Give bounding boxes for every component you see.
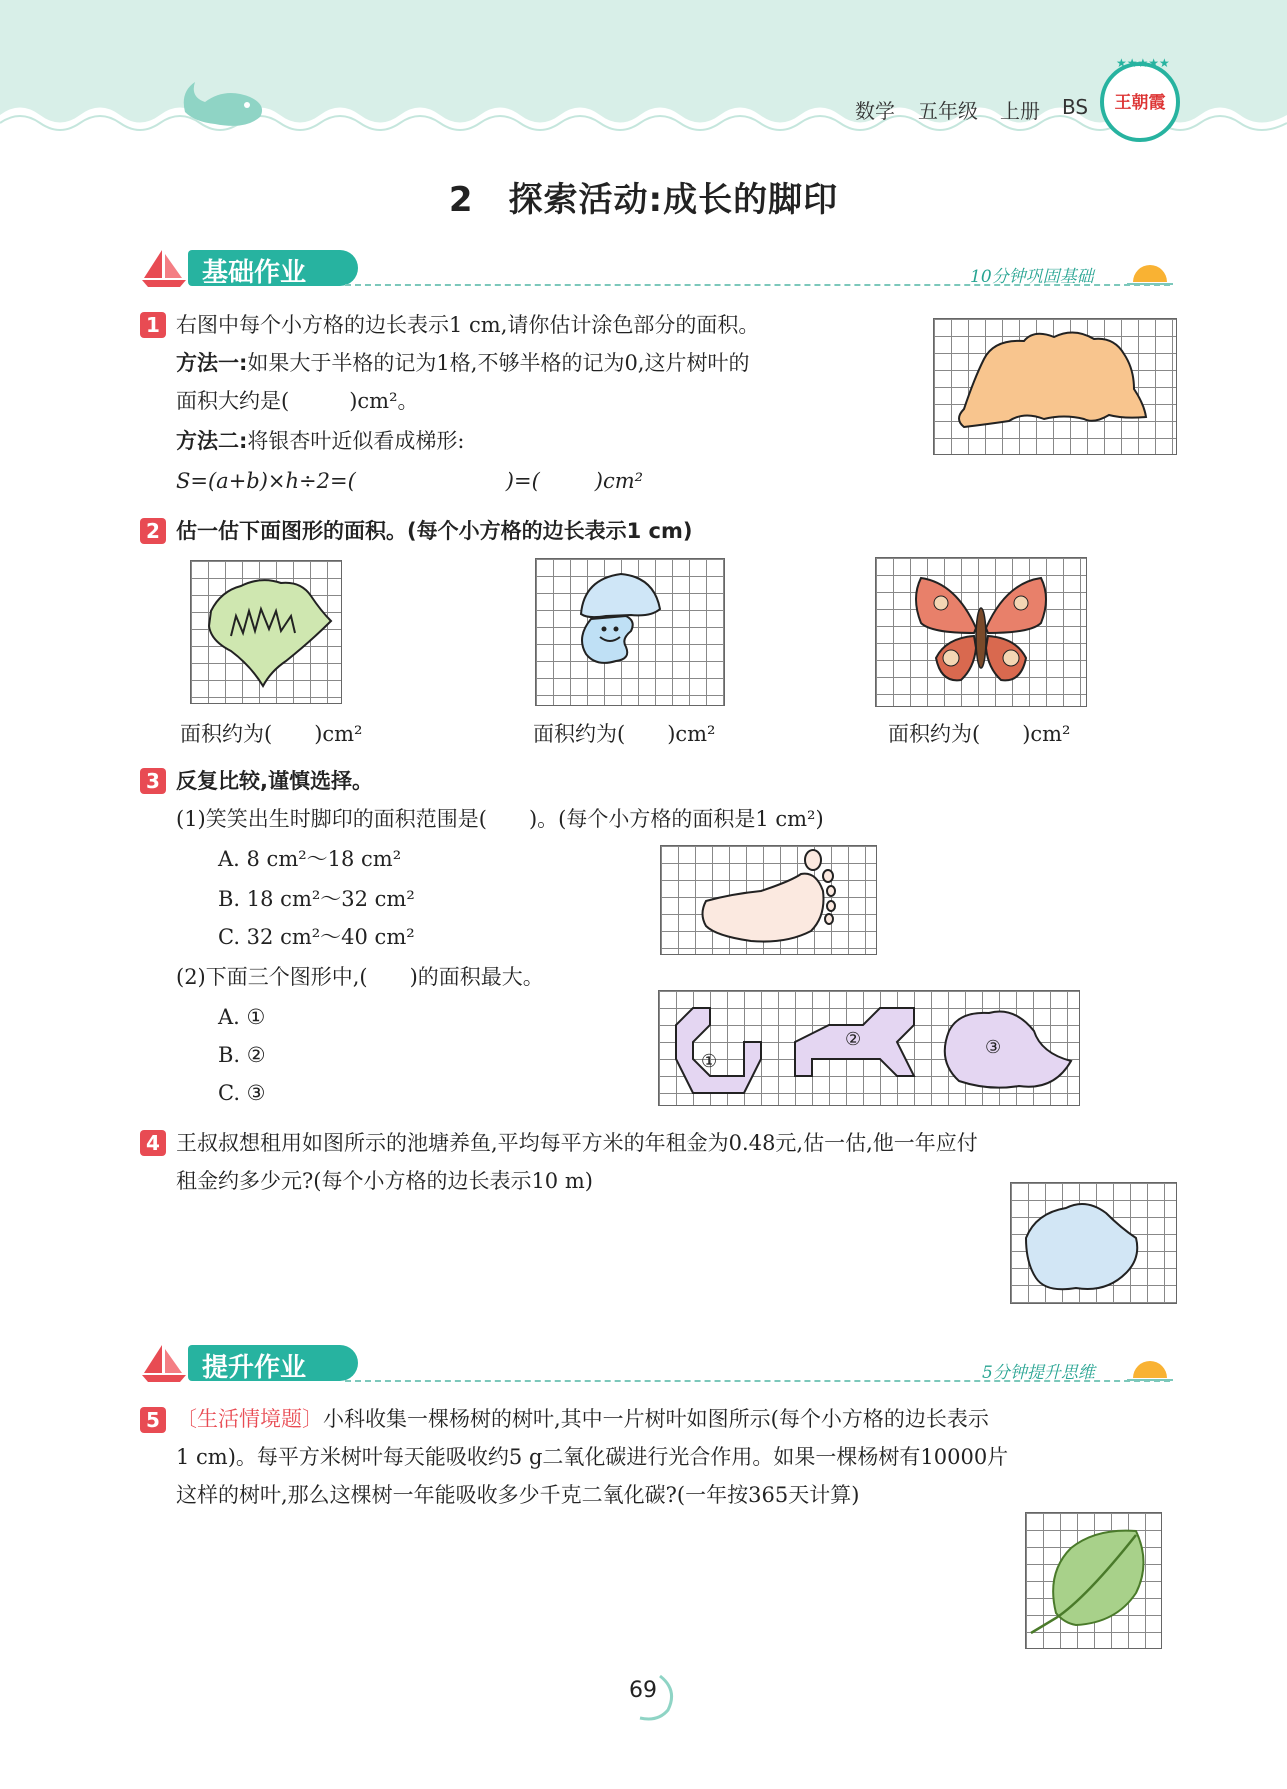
q2-answer-3[interactable]: 面积约为( )cm²	[888, 722, 1071, 746]
section-advanced-label: 提升作业	[202, 1353, 307, 1383]
q1-line1: 右图中每个小方格的边长表示1 cm,请你估计涂色部分的面积。	[176, 313, 760, 337]
page-title: 2 探索活动:成长的脚印	[448, 180, 839, 220]
q5-context-tag: 〔生活情境题〕	[176, 1407, 323, 1431]
page-number: 69	[629, 1678, 657, 1703]
stars-icon: ★★★★★	[1116, 56, 1170, 70]
section-basic-label: 基础作业	[202, 258, 307, 288]
header-grade: 五年级	[918, 99, 978, 123]
q1-method2-label: 方法二:	[176, 429, 248, 453]
header-edition: BS	[1062, 95, 1089, 119]
question-number-5: 5	[140, 1407, 166, 1433]
pond-shape	[1011, 1183, 1176, 1303]
q5-line1	[176, 1400, 989, 1438]
q1-formula	[176, 462, 643, 500]
logo-text: 王朝霞	[1114, 93, 1166, 113]
sun-icon	[1125, 1352, 1175, 1384]
q1-m1-pre: 面积大约是(	[176, 389, 290, 413]
q1-method1-text: 如果大于半格的记为1格,不够半格的记为0,这片树叶的	[247, 351, 750, 375]
q5-line2: 1 cm)。每平方米树叶每天能吸收约5 g二氧化碳进行光合作用。如果一棵杨树有10000片	[176, 1445, 1009, 1469]
header-subject: 数学	[855, 99, 895, 123]
sailboat-icon	[140, 248, 188, 288]
q1-method1-answer	[176, 382, 419, 420]
q1-grid	[933, 318, 1177, 455]
question-number-3: 3	[140, 768, 166, 794]
q5-leaf-grid	[1025, 1512, 1162, 1649]
q3-text: 反复比较,谨慎选择。	[176, 769, 373, 793]
q3-part1: (1)笑笑出生时脚印的面积范围是( )。(每个小方格的面积是1 cm²)	[176, 807, 824, 831]
q2-shape-mushroom	[536, 559, 724, 705]
q4-line1: 王叔叔想租用如图所示的池塘养鱼,平均每平方米的年租金为0.48元,估一估,他一年应付	[176, 1131, 978, 1155]
q2-shape-butterfly	[876, 558, 1086, 706]
q2-grid-1	[190, 560, 342, 704]
question-number-2: 2	[140, 518, 166, 544]
q3-three-shapes	[659, 991, 1079, 1105]
q1-formula-end: )cm²	[594, 469, 644, 493]
q4-line2: 租金约多少元?(每个小方格的边长表示10 m)	[176, 1169, 593, 1193]
brand-logo	[1100, 56, 1180, 142]
section-advanced-tag	[140, 1343, 380, 1383]
shape-label-2: ②	[845, 1029, 862, 1050]
q2-grid-2	[535, 558, 725, 706]
question-number-1: 1	[140, 312, 166, 338]
header-volume: 上册	[1000, 99, 1040, 123]
sailboat-icon	[140, 1343, 188, 1383]
q2-grid-3	[875, 557, 1087, 707]
q3-footprint-grid	[660, 845, 877, 955]
q5-line3: 这样的树叶,那么这棵树一年能吸收多少千克二氧化碳?(一年按365天计算)	[176, 1483, 860, 1507]
q1-method1	[176, 344, 749, 382]
q3-p1-option-b[interactable]: B. 18 cm²～32 cm²	[218, 887, 415, 911]
shape-label-1: ①	[701, 1051, 718, 1072]
q3-part2: (2)下面三个图形中,( )的面积最大。	[176, 965, 544, 989]
q1-method2	[176, 422, 464, 460]
q2-answer-2[interactable]: 面积约为( )cm²	[533, 722, 716, 746]
poplar-leaf-shape	[1026, 1513, 1161, 1648]
section-basic-tagline: 10分钟巩固基础	[970, 267, 1094, 287]
question-number-4: 4	[140, 1130, 166, 1156]
q3-shapes-grid	[658, 990, 1080, 1106]
q2-text: 估一估下面图形的面积。(每个小方格的边长表示1 cm)	[176, 519, 693, 543]
q4-pond-grid	[1010, 1182, 1177, 1304]
page-number-swirl	[620, 1668, 680, 1723]
section-basic-tag	[140, 248, 380, 288]
whale-icon	[175, 72, 270, 132]
q3-p2-option-c[interactable]: C. ③	[218, 1081, 266, 1105]
section-advanced-tagline: 5分钟提升思维	[982, 1363, 1095, 1383]
q1-method1-label: 方法一:	[176, 351, 248, 375]
ginkgo-leaf-shape	[934, 319, 1176, 454]
q1-method2-text: 将银杏叶近似看成梯形:	[247, 429, 465, 453]
q2-answer-1[interactable]: 面积约为( )cm²	[180, 722, 363, 746]
q5-line1-text: 小科收集一棵杨树的树叶,其中一片树叶如图所示(每个小方格的边长表示	[323, 1407, 989, 1431]
shape-label-3: ③	[985, 1037, 1002, 1058]
q3-p2-option-b[interactable]: B. ②	[218, 1043, 266, 1067]
q1-formula-mid: )=(	[505, 469, 540, 493]
q3-p1-option-a[interactable]: A. 8 cm²～18 cm²	[218, 847, 402, 871]
q1-formula-start: S=(a+b)×h÷2=(	[176, 469, 356, 493]
q1-m1-post: )cm²。	[349, 389, 419, 413]
q2-shape-leaf	[191, 561, 341, 703]
sun-icon	[1125, 256, 1175, 288]
footprint-shape	[661, 846, 876, 954]
q3-p2-option-a[interactable]: A. ①	[218, 1005, 266, 1029]
q3-p1-option-c[interactable]: C. 32 cm²～40 cm²	[218, 925, 415, 949]
